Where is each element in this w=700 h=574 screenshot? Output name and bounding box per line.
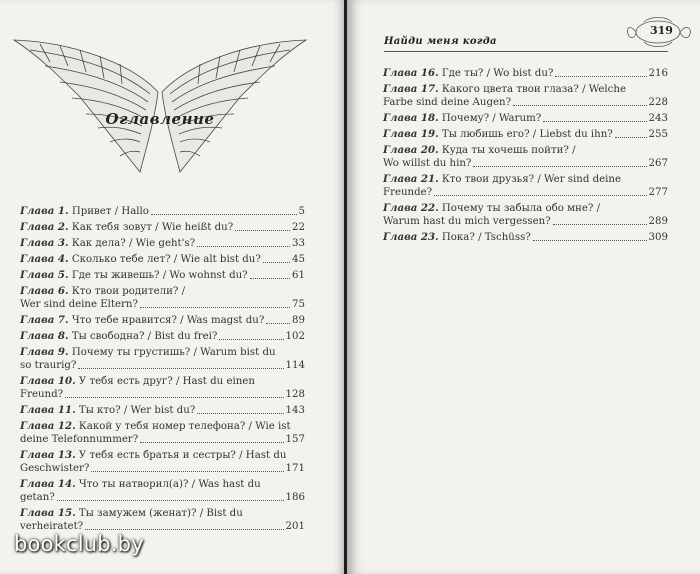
chapter-title: Как дела? / Wie geht's? xyxy=(71,238,196,249)
toc-entry-line xyxy=(20,404,305,417)
page-ref: 89 xyxy=(292,315,305,326)
chapter-label: Глава 18. xyxy=(383,112,439,124)
toc-entry xyxy=(383,231,668,244)
chapter-label: Глава 16. xyxy=(383,67,439,79)
toc-entry xyxy=(20,205,305,218)
chapter-title: Где ты? / Wo bist du? xyxy=(441,68,554,79)
chapter-label: Глава 6. xyxy=(20,285,69,297)
toc-entry-line xyxy=(20,269,305,282)
chapter-title: Где ты живешь? / Wo wohnst du? xyxy=(71,270,248,281)
toc-entry-line xyxy=(383,173,668,186)
toc-entry xyxy=(20,507,305,533)
chapter-title: Ты замужем (женат)? / Bist du xyxy=(78,508,243,519)
running-head: Найди меня когда xyxy=(384,36,497,47)
toc-entry xyxy=(20,253,305,266)
leader-dots xyxy=(151,213,297,215)
page-ref: 277 xyxy=(648,187,668,198)
chapter-label: Глава 11. xyxy=(20,404,76,416)
toc-entry-line xyxy=(383,202,668,215)
chapter-title: Привет / Hallo xyxy=(71,206,149,217)
toc-entry xyxy=(383,112,668,125)
toc-entry-line xyxy=(20,221,305,234)
toc-entry xyxy=(20,404,305,417)
chapter-label: Глава 5. xyxy=(20,269,69,281)
leader-dots xyxy=(533,239,647,241)
toc-entry-line xyxy=(20,237,305,250)
page-ref: 114 xyxy=(285,360,305,371)
toc-entry-line xyxy=(20,478,305,491)
toc-entry xyxy=(383,202,668,228)
chapter-title: Кто твои родители? / xyxy=(71,286,186,297)
toc-entry-line xyxy=(383,144,668,157)
leader-dots xyxy=(434,194,646,196)
leader-dots xyxy=(78,367,283,369)
toc-entry-line xyxy=(20,314,305,327)
chapter-label: Глава 22. xyxy=(383,202,439,214)
toc-entry-line xyxy=(20,491,305,504)
toc-entry xyxy=(20,420,305,446)
toc-entry-line xyxy=(20,449,305,462)
leader-dots xyxy=(85,528,283,530)
toc-entry-line xyxy=(20,388,305,401)
toc-entry-line xyxy=(20,298,305,311)
chapter-title: Какой у тебя номер телефона? / Wie ist xyxy=(78,421,291,432)
angel-wings-icon xyxy=(10,22,310,182)
header-rule xyxy=(384,51,668,52)
toc-entry-line xyxy=(20,330,305,343)
chapter-label: Глава 8. xyxy=(20,330,69,342)
chapter-label: Глава 7. xyxy=(20,314,69,326)
chapter-label: Глава 13. xyxy=(20,449,76,461)
page-ref: 216 xyxy=(648,68,668,79)
toc-entry-line xyxy=(383,67,668,80)
toc-list-right xyxy=(383,67,668,247)
chapter-title: Farbe sind deine Augen? xyxy=(383,97,512,108)
page-ref: 45 xyxy=(292,254,305,265)
page-ref: 186 xyxy=(285,492,305,503)
toc-entry xyxy=(383,67,668,80)
chapter-label: Глава 15. xyxy=(20,507,76,519)
toc-entry xyxy=(20,314,305,327)
chapter-title: Какого цвета твои глаза? / Welche xyxy=(441,84,626,95)
toc-entry-line xyxy=(383,157,668,170)
page-ref: 22 xyxy=(292,222,305,233)
chapter-label: Глава 9. xyxy=(20,346,69,358)
toc-entry xyxy=(20,478,305,504)
page-ref: 201 xyxy=(285,521,305,532)
chapter-title: Ты свободна? / Bist du frei? xyxy=(71,331,218,342)
chapter-title: Geschwister? xyxy=(20,463,90,474)
toc-entry xyxy=(20,330,305,343)
leader-dots xyxy=(543,120,646,122)
chapter-label: Глава 12. xyxy=(20,420,76,432)
toc-entry-line xyxy=(20,433,305,446)
toc-entry xyxy=(20,285,305,311)
chapter-label: Глава 4. xyxy=(20,253,69,265)
leader-dots xyxy=(140,306,290,308)
chapter-label: Глава 3. xyxy=(20,237,69,249)
chapter-title: Wo willst du hin? xyxy=(383,158,472,169)
chapter-title: Ты любишь его? / Liebst du ihn? xyxy=(441,129,613,140)
page-ref: 243 xyxy=(648,113,668,124)
leader-dots xyxy=(65,396,283,398)
leader-dots xyxy=(473,165,646,167)
chapter-title: Куда ты хочешь пойти? / xyxy=(441,145,576,156)
page-ref: 143 xyxy=(285,405,305,416)
chapter-title: Почему ты грустишь? / Warum bist du xyxy=(71,347,276,358)
page-ref: 75 xyxy=(292,299,305,310)
toc-entry-line xyxy=(383,186,668,199)
chapter-title: У тебя есть друг? / Hast du einen xyxy=(78,376,255,387)
chapter-title: Почему ты забыла обо мне? / xyxy=(441,203,600,214)
toc-entry-line xyxy=(20,359,305,372)
chapter-title: Ты кто? / Wer bist du? xyxy=(78,405,196,416)
page-ref: 171 xyxy=(285,463,305,474)
chapter-label: Глава 10. xyxy=(20,375,76,387)
page-ref: 289 xyxy=(648,216,668,227)
leader-dots xyxy=(219,338,283,340)
chapter-label: Глава 14. xyxy=(20,478,76,490)
toc-entry xyxy=(20,269,305,282)
chapter-title: Кто твои друзья? / Wer sind deine xyxy=(441,174,622,185)
leader-dots xyxy=(553,223,647,225)
toc-entry-line xyxy=(20,253,305,266)
page-number: 319 xyxy=(650,24,673,37)
toc-title: Оглавление xyxy=(105,110,215,128)
toc-entry-line xyxy=(383,128,668,141)
chapter-label: Глава 19. xyxy=(383,128,439,140)
leader-dots xyxy=(266,322,290,324)
chapter-title: deine Telefonnummer? xyxy=(20,434,139,445)
toc-entry-line xyxy=(383,215,668,228)
toc-entry xyxy=(20,346,305,372)
chapter-title: У тебя есть братья и сестры? / Hast du xyxy=(78,450,287,461)
page-ref: 157 xyxy=(285,434,305,445)
chapter-title: Freund? xyxy=(20,389,64,400)
toc-entry-line xyxy=(20,375,305,388)
page-ref: 128 xyxy=(285,389,305,400)
toc-entry xyxy=(383,173,668,199)
chapter-title: Wer sind deine Eltern? xyxy=(20,299,138,310)
chapter-label: Глава 2. xyxy=(20,221,69,233)
toc-entry-line xyxy=(20,346,305,359)
leader-dots xyxy=(615,136,647,138)
toc-entry xyxy=(20,375,305,401)
toc-list-left xyxy=(20,205,305,536)
chapter-label: Глава 20. xyxy=(383,144,439,156)
page-ref: 102 xyxy=(285,331,305,342)
watermark: bookclub.by xyxy=(14,532,144,556)
toc-entry-line xyxy=(383,83,668,96)
page-ref: 228 xyxy=(648,97,668,108)
chapter-title: Warum hast du mich vergessen? xyxy=(383,216,551,227)
chapter-title: Пока? / Tschüss? xyxy=(441,232,531,243)
page-ref: 255 xyxy=(648,129,668,140)
chapter-title: Что тебе нравится? / Was magst du? xyxy=(71,315,265,326)
toc-entry-line xyxy=(20,507,305,520)
toc-entry xyxy=(383,83,668,109)
chapter-title: Как тебя зовут / Wie heißt du? xyxy=(71,222,234,233)
chapter-title: verheiratet? xyxy=(20,521,84,532)
page-ref: 5 xyxy=(298,206,305,217)
chapter-title: Сколько тебе лет? / Wie alt bist du? xyxy=(71,254,261,265)
chapter-title: Что ты натворил(а)? / Was hast du xyxy=(78,479,261,490)
leader-dots xyxy=(555,75,646,77)
chapter-label: Глава 1. xyxy=(20,205,69,217)
toc-entry-line xyxy=(383,231,668,244)
leader-dots xyxy=(250,277,290,279)
leader-dots xyxy=(140,441,283,443)
chapter-title: getan? xyxy=(20,492,55,503)
page-ref: 61 xyxy=(292,270,305,281)
toc-entry-line xyxy=(20,420,305,433)
leader-dots xyxy=(91,470,283,472)
leader-dots xyxy=(197,412,283,414)
page-ref: 309 xyxy=(648,232,668,243)
chapter-label: Глава 23. xyxy=(383,231,439,243)
toc-entry xyxy=(20,237,305,250)
toc-entry-line xyxy=(20,285,305,298)
chapter-label: Глава 17. xyxy=(383,83,439,95)
toc-entry-line xyxy=(20,205,305,218)
leader-dots xyxy=(263,261,290,263)
chapter-title: Freunde? xyxy=(383,187,433,198)
leader-dots xyxy=(197,245,290,247)
chapter-title: so traurig? xyxy=(20,360,77,371)
toc-entry xyxy=(383,128,668,141)
chapter-label: Глава 21. xyxy=(383,173,439,185)
left-page xyxy=(0,0,345,574)
chapter-title: Почему? / Warum? xyxy=(441,113,542,124)
toc-entry-line xyxy=(20,462,305,475)
leader-dots xyxy=(57,499,284,501)
page-ref: 267 xyxy=(648,158,668,169)
toc-entry-line xyxy=(383,96,668,109)
toc-entry xyxy=(383,144,668,170)
toc-entry-line xyxy=(383,112,668,125)
leader-dots xyxy=(513,104,647,106)
page-ref: 33 xyxy=(292,238,305,249)
toc-entry xyxy=(20,449,305,475)
toc-entry xyxy=(20,221,305,234)
leader-dots xyxy=(235,229,290,231)
